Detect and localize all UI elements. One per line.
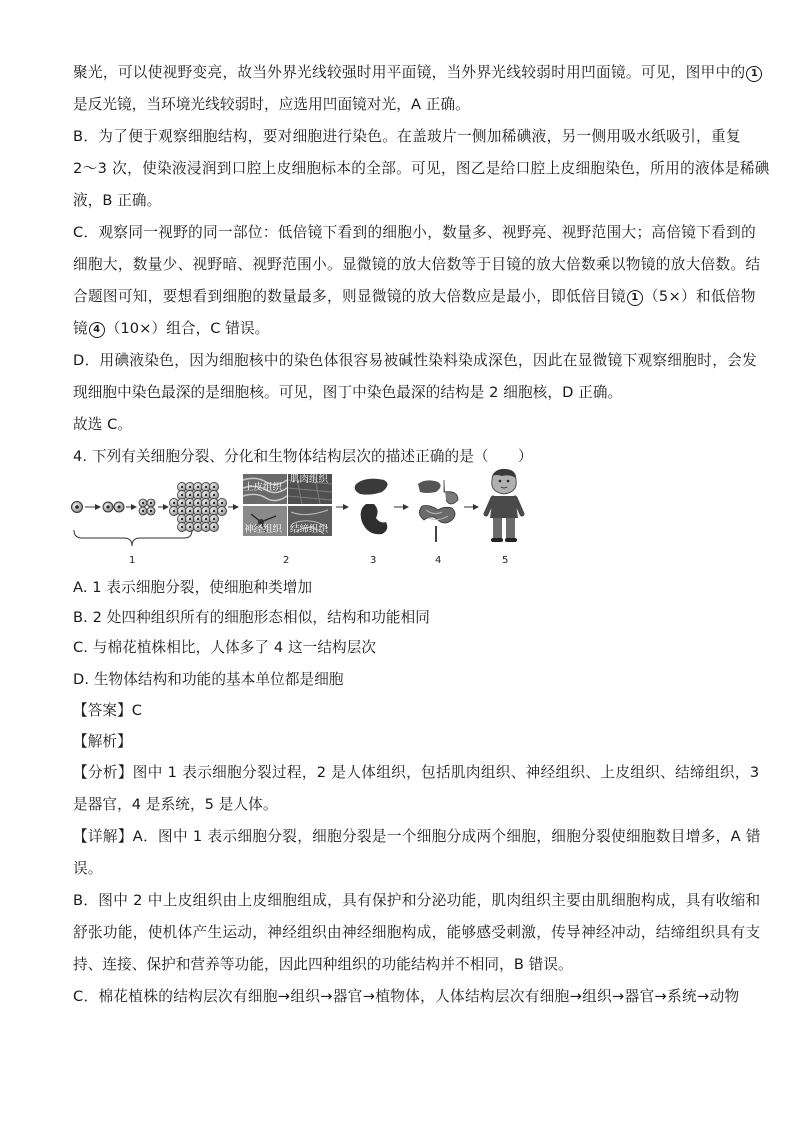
cell-nucleus	[205, 494, 207, 496]
cell-nucleus	[181, 502, 183, 504]
cell-nucleus	[197, 526, 199, 528]
explanation-line: 误。	[73, 860, 103, 877]
cell-nucleus	[181, 526, 183, 528]
cell-nucleus	[181, 510, 183, 512]
question-stem: 4. 下列有关细胞分裂、分化和生物体结构层次的描述正确的是（ ）	[73, 448, 533, 465]
cell-nucleus	[189, 494, 191, 496]
cell-nucleus	[205, 510, 207, 512]
text-line: 镜 4 （10×）组合，C 错误。	[73, 320, 270, 337]
option-c: C. 与棉花植株相比，人体多了 4 这一结构层次	[73, 639, 377, 656]
tissue-label: 上皮组织	[244, 482, 283, 493]
cell-nucleus	[189, 486, 191, 488]
cell-nucleus	[221, 502, 223, 504]
cell-nucleus	[197, 518, 199, 520]
cell-nucleus	[213, 502, 215, 504]
explanation-line: 是器官，4 是系统，5 是人体。	[73, 796, 278, 813]
explanation-line: 舒张功能，使机体产生运动，神经组织由神经细胞构成，能够感受刺激，传导神经冲动，结缔组织具有支	[73, 924, 761, 941]
analysis-label: 【解析】	[73, 733, 132, 750]
text-line: 细胞大，数量少、视野暗、视野范围小。显微镜的放大倍数等于目镜的放大倍数乘以物镜的放大倍数。结	[73, 256, 761, 273]
cell-nucleus	[221, 510, 223, 512]
text-line: C．观察同一视野的同一部位：低倍镜下看到的细胞小，数量多、视野亮、视野范围大；高倍镜下看到的	[73, 224, 757, 241]
cell-nucleus	[213, 486, 215, 488]
text-line: 聚光，可以使视野变亮，故当外界光线较强时用平面镜，当外界光线较弱时用凹面镜。可见，图甲中的 1	[73, 63, 763, 83]
text-line: 故选 C。	[73, 416, 133, 433]
single-cell	[72, 502, 83, 513]
digestive-system-icon	[418, 480, 458, 542]
explanation-line: 【详解】A．图中 1 表示细胞分裂，细胞分裂是一个细胞分成两个细胞，细胞分裂使细胞数目增多，A 错	[73, 828, 761, 845]
cell-nucleus	[205, 526, 207, 528]
step-number: 4	[435, 555, 442, 566]
tissue-panel	[243, 473, 332, 536]
cell-nucleus	[205, 518, 207, 520]
organ-icons	[355, 479, 388, 535]
step-number: 3	[370, 555, 377, 566]
cell-nucleus	[173, 502, 175, 504]
cell-nucleus	[197, 502, 199, 504]
human-body-icon	[486, 469, 522, 542]
cell-nucleus	[205, 502, 207, 504]
cell-nucleus	[189, 518, 191, 520]
cell-nucleus	[173, 510, 175, 512]
step-number: 1	[129, 555, 136, 566]
cell-nucleus	[181, 518, 183, 520]
biology-figure	[66, 466, 546, 574]
cell-nucleus	[213, 526, 215, 528]
explanation-line: 【分析】图中 1 表示细胞分裂过程，2 是人体组织，包括肌肉组织、神经组织、上皮组织、结缔组织，3	[73, 764, 760, 781]
text-line: 2～3 次，使染液浸润到口腔上皮细胞标本的全部。可见，图乙是给口腔上皮细胞染色，所用的液体是稀碘	[73, 160, 770, 177]
tissue-label: 结缔组织	[290, 524, 329, 535]
cell-nucleus	[189, 510, 191, 512]
option-d: D. 生物体结构和功能的基本单位都是细胞	[73, 671, 344, 688]
cell-nucleus	[181, 486, 183, 488]
step-number: 5	[502, 555, 509, 566]
text-line: 合题图可知，要想看到细胞的数量最多，则显微镜的放大倍数应是最小，即低倍目镜 1 （5×）和低倍物	[73, 288, 756, 305]
cell-nucleus	[213, 494, 215, 496]
answer-label: 【答案】C	[73, 702, 143, 719]
cell-nucleus	[189, 526, 191, 528]
cell-nucleus	[197, 494, 199, 496]
step-number: 2	[283, 555, 290, 566]
text-line: 是反光镜，当环境光线较弱时，应选用凹面镜对光，A 正确。	[73, 96, 470, 113]
text-line: 现细胞中染色最深的是细胞核。可见，图丁中染色最深的结构是 2 细胞核，D 正确。	[73, 384, 623, 401]
tissue-label: 神经组织	[244, 524, 283, 535]
cell-development-diagram	[66, 466, 546, 574]
text-line: B．为了便于观察细胞结构，要对细胞进行染色。在盖玻片一侧加稀碘液，另一侧用吸水纸吸引，重复	[73, 128, 741, 145]
circled-number-4: 4	[89, 322, 105, 338]
option-a: A. 1 表示细胞分裂，使细胞种类增加	[73, 579, 313, 596]
circled-number-1: 1	[627, 290, 643, 306]
cell-nucleus	[189, 502, 191, 504]
cell-nucleus	[213, 518, 215, 520]
explanation-line: B．图中 2 中上皮组织由上皮细胞组成，具有保护和分泌功能，肌肉组织主要由肌细胞构成，具有收缩和	[73, 892, 761, 909]
explanation-line: C．棉花植株的结构层次有细胞→组织→器官→植物体，人体结构层次有细胞→组织→器官→系统→动物	[73, 988, 740, 1005]
circled-number-1: 1	[746, 66, 762, 82]
explanation-line: 持、连接、保护和营养等功能，因此四种组织的功能结构并不相同，B 错误。	[73, 956, 573, 973]
cell-mass	[169, 482, 226, 531]
option-b: B. 2 处四种组织所有的细胞形态相似，结构和功能相同	[73, 609, 430, 626]
text-line: 液，B 正确。	[73, 192, 162, 209]
bracket	[74, 530, 192, 546]
text-line: D．用碘液染色，因为细胞核中的染色体很容易被碱性染料染成深色，因此在显微镜下观察细胞时，会发	[73, 352, 758, 369]
two-cells	[103, 502, 124, 512]
cell-nucleus	[197, 510, 199, 512]
tissue-label: 肌肉组织	[290, 474, 329, 485]
cell-nucleus	[197, 486, 199, 488]
cell-nucleus	[213, 510, 215, 512]
cell-nucleus	[205, 486, 207, 488]
four-cells	[139, 499, 155, 515]
cell-nucleus	[181, 494, 183, 496]
